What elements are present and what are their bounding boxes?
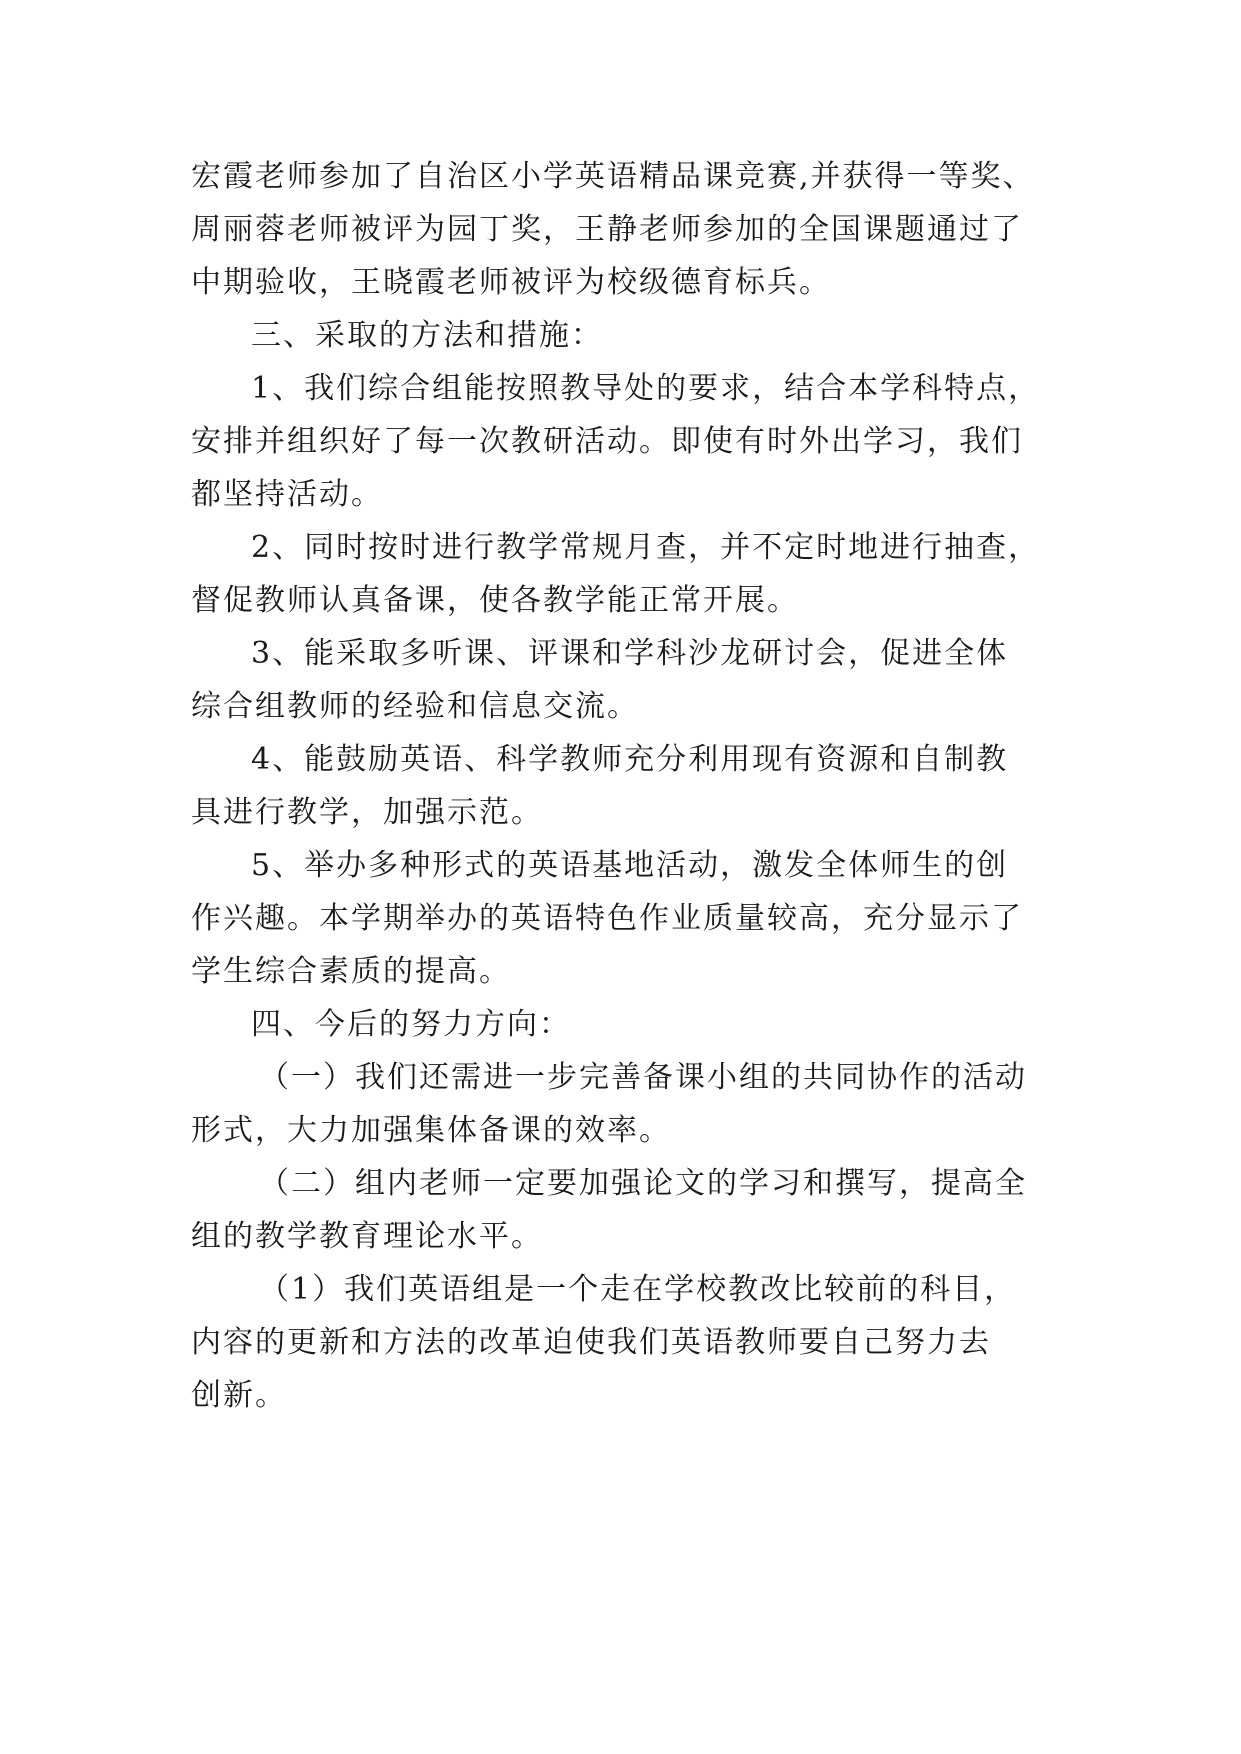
text-line: （一）我们还需进一步完善备课小组的共同协作的活动 [259, 1060, 1027, 1095]
text-line: 作兴趣。本学期举办的英语特色作业质量较高，充分显示了 [191, 901, 1023, 936]
text-line: 4、能鼓励英语、科学教师充分利用现有资源和自制教 [251, 742, 1009, 777]
text-line: 创新。 [191, 1378, 287, 1413]
text-line: 综合组教师的经验和信息交流。 [191, 689, 639, 724]
text-line: 宏霞老师参加了自治区小学英语精品课竞赛,并获得一等奖、 [191, 159, 1035, 194]
text-line: 中期验收，王晓霞老师被评为校级德育标兵。 [191, 265, 831, 300]
text-line: 形式，大力加强集体备课的效率。 [191, 1113, 671, 1148]
text-line: 5、举办多种形式的英语基地活动，激发全体师生的创 [251, 848, 1009, 883]
text-line: 学生综合素质的提高。 [191, 954, 511, 989]
text-line: 周丽蓉老师被评为园丁奖，王静老师参加的全国课题通过了 [191, 212, 1023, 247]
section-heading: 三、采取的方法和措施： [251, 318, 603, 353]
text-line: 内容的更新和方法的改革迫使我们英语教师要自己努力去 [191, 1325, 991, 1360]
text-line: 督促教师认真备课，使各教学能正常开展。 [191, 583, 799, 618]
text-line: 2、同时按时进行教学常规月查，并不定时地进行抽查， [251, 530, 1041, 565]
text-line: （二）组内老师一定要加强论文的学习和撰写，提高全 [259, 1166, 1027, 1201]
text-line: 3、能采取多听课、评课和学科沙龙研讨会，促进全体 [251, 636, 1009, 671]
text-line: （1）我们英语组是一个走在学校教改比较前的科目， [259, 1272, 1017, 1307]
text-line: 组的教学教育理论水平。 [191, 1219, 543, 1254]
text-line: 具进行教学，加强示范。 [191, 795, 543, 830]
text-line: 安排并组织好了每一次教研活动。即使有时外出学习，我们 [191, 424, 1023, 459]
section-heading: 四、今后的努力方向： [251, 1007, 571, 1042]
text-line: 都坚持活动。 [191, 477, 383, 512]
text-line: 1、我们综合组能按照教导处的要求，结合本学科特点， [251, 371, 1041, 406]
